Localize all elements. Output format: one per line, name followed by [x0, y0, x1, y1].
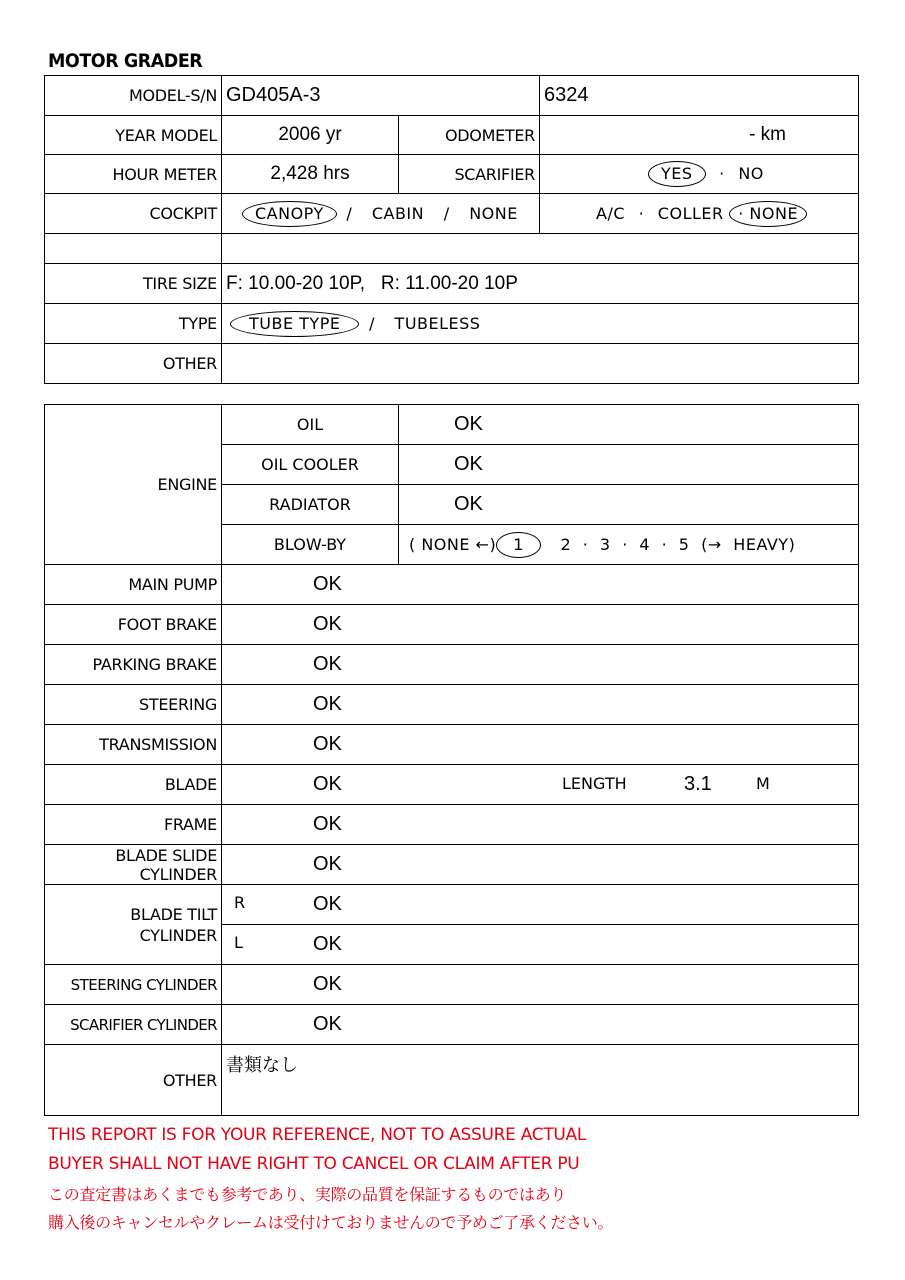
- parking-brake-row: [45, 645, 859, 685]
- main-pump-value: OK: [313, 573, 342, 595]
- year-value: 2006 yr: [278, 124, 342, 145]
- steering-value: OK: [313, 693, 342, 715]
- model-value: GD405A-3: [226, 84, 321, 106]
- inspection-other-label: OTHER: [45, 1045, 222, 1116]
- type-tube-circled: TUBE TYPE: [230, 311, 359, 337]
- blade-row: [45, 765, 859, 805]
- tire-row: [45, 264, 859, 304]
- blade-tilt-label-2: CYLINDER: [139, 925, 217, 945]
- foot-brake-label: FOOT BRAKE: [45, 605, 222, 645]
- blowby-left: ( NONE ←): [409, 534, 497, 554]
- blade-slide-label: [45, 845, 222, 885]
- blade-slide-label-1: BLADE SLIDE: [115, 845, 217, 865]
- oil-value: OK: [454, 413, 483, 435]
- transmission-value: OK: [313, 733, 342, 755]
- blade-tilt-r-label: R: [234, 893, 246, 912]
- tire-value: F: 10.00-20 10P, R: 11.00-20 10P: [226, 272, 518, 294]
- steering-cyl-row: [45, 965, 859, 1005]
- transmission-row: [45, 725, 859, 765]
- ac-dot-1: ·: [638, 203, 645, 223]
- inspection-other-row: [45, 1045, 859, 1116]
- ac-none: NONE: [749, 203, 799, 223]
- cockpit-row: [45, 194, 859, 234]
- blade-tilt-r-value: OK: [313, 893, 342, 915]
- blank-label-cell: [45, 234, 222, 264]
- cockpit-cabin: CABIN: [371, 203, 425, 223]
- scarifier-yes-circled: YES: [648, 161, 706, 187]
- inspection-table: [44, 404, 859, 1116]
- blade-label: BLADE: [45, 765, 222, 805]
- oil-row: [45, 405, 859, 445]
- ac-label: A/C: [596, 203, 626, 223]
- scarifier-cyl-value: OK: [313, 1013, 342, 1035]
- steering-label: STEERING: [45, 685, 222, 725]
- ac-dot-2: ·: [738, 203, 744, 223]
- ac-none-circled: [729, 201, 807, 227]
- blank-row: [45, 234, 859, 264]
- type-separator: /: [369, 313, 375, 333]
- frame-label: FRAME: [45, 805, 222, 845]
- disclaimer-line-2: BUYER SHALL NOT HAVE RIGHT TO CANCEL OR CLAIM AFTER PU: [48, 1154, 580, 1174]
- spec-other-label: OTHER: [45, 344, 222, 384]
- cockpit-sep-1: /: [346, 203, 353, 223]
- type-tubeless: TUBELESS: [394, 313, 481, 333]
- transmission-label: TRANSMISSION: [45, 725, 222, 765]
- blowby-1-circled: 1: [496, 532, 541, 558]
- steering-cyl-value: OK: [313, 973, 342, 995]
- odometer-value: - km: [749, 124, 786, 145]
- oil-cooler-value: OK: [454, 453, 483, 475]
- ac-coller: COLLER: [657, 203, 724, 223]
- spec-other-row: [45, 344, 859, 384]
- blade-value: OK: [313, 773, 342, 795]
- serial-value: 6324: [544, 84, 589, 106]
- scarifier-no: NO: [738, 164, 764, 183]
- radiator-value: OK: [454, 493, 483, 515]
- spec-table: [44, 75, 859, 384]
- blade-tilt-label-1: BLADE TILT: [130, 904, 217, 924]
- inspection-other-value: 書類なし: [222, 1045, 859, 1116]
- main-pump-row: [45, 565, 859, 605]
- blade-slide-row: [45, 845, 859, 885]
- disclaimer-line-1: THIS REPORT IS FOR YOUR REFERENCE, NOT TO ASSURE ACTUAL: [48, 1125, 587, 1145]
- cockpit-canopy-circled: CANOPY: [242, 201, 337, 227]
- year-label: YEAR MODEL: [45, 116, 222, 155]
- blank-value-cell: [222, 234, 859, 264]
- type-label: TYPE: [45, 304, 222, 344]
- length-value: 3.1: [684, 773, 712, 795]
- blade-slide-label-2: CYLINDER: [139, 864, 217, 884]
- blade-tilt-l-value: OK: [313, 933, 342, 955]
- foot-brake-value: OK: [313, 613, 342, 635]
- engine-label: ENGINE: [45, 405, 222, 565]
- scarifier-cyl-row: [45, 1005, 859, 1045]
- cockpit-label: COCKPIT: [45, 194, 222, 234]
- tire-label: TIRE SIZE: [45, 264, 222, 304]
- radiator-label: RADIATOR: [222, 485, 399, 525]
- blade-tilt-label: [45, 885, 222, 965]
- parking-brake-value: OK: [313, 653, 342, 675]
- page-title: MOTOR GRADER: [48, 50, 203, 72]
- odometer-label: ODOMETER: [399, 116, 540, 155]
- type-row: [45, 304, 859, 344]
- hour-label: HOUR METER: [45, 155, 222, 194]
- oil-cooler-label: OIL COOLER: [222, 445, 399, 485]
- blowby-rest: 2 · 3 · 4 · 5 (→ HEAVY): [560, 534, 796, 554]
- cockpit-sep-2: /: [443, 203, 450, 223]
- cockpit-none: NONE: [469, 203, 518, 223]
- year-row: [45, 116, 859, 155]
- blowby-label: BLOW-BY: [222, 525, 399, 565]
- hour-row: [45, 155, 859, 194]
- blade-tilt-l-label: L: [234, 933, 243, 952]
- oil-label: OIL: [222, 405, 399, 445]
- model-label: MODEL-S/N: [45, 76, 222, 116]
- steering-row: [45, 685, 859, 725]
- steering-cyl-label: STEERING CYLINDER: [45, 965, 222, 1005]
- frame-row: [45, 805, 859, 845]
- foot-brake-row: [45, 605, 859, 645]
- length-unit: M: [756, 774, 770, 793]
- scarifier-separator: ·: [719, 164, 725, 183]
- disclaimer-line-3: この査定書はあくまでも参考であり、実際の品質を保証するものではあり: [48, 1185, 567, 1204]
- scarifier-label: SCARIFIER: [399, 155, 540, 194]
- frame-value: OK: [313, 813, 342, 835]
- model-row: [45, 76, 859, 116]
- blade-tilt-r-row: [45, 885, 859, 925]
- length-label: LENGTH: [562, 774, 627, 793]
- scarifier-cyl-label: SCARIFIER CYLINDER: [45, 1005, 222, 1045]
- blade-slide-value: OK: [313, 853, 342, 875]
- parking-brake-label: PARKING BRAKE: [45, 645, 222, 685]
- disclaimer-line-4: 購入後のキャンセルやクレームは受付けておりませんので予めご了承ください。: [48, 1213, 614, 1232]
- hour-value: 2,428 hrs: [270, 163, 350, 184]
- spec-other-value: [222, 344, 859, 384]
- main-pump-label: MAIN PUMP: [45, 565, 222, 605]
